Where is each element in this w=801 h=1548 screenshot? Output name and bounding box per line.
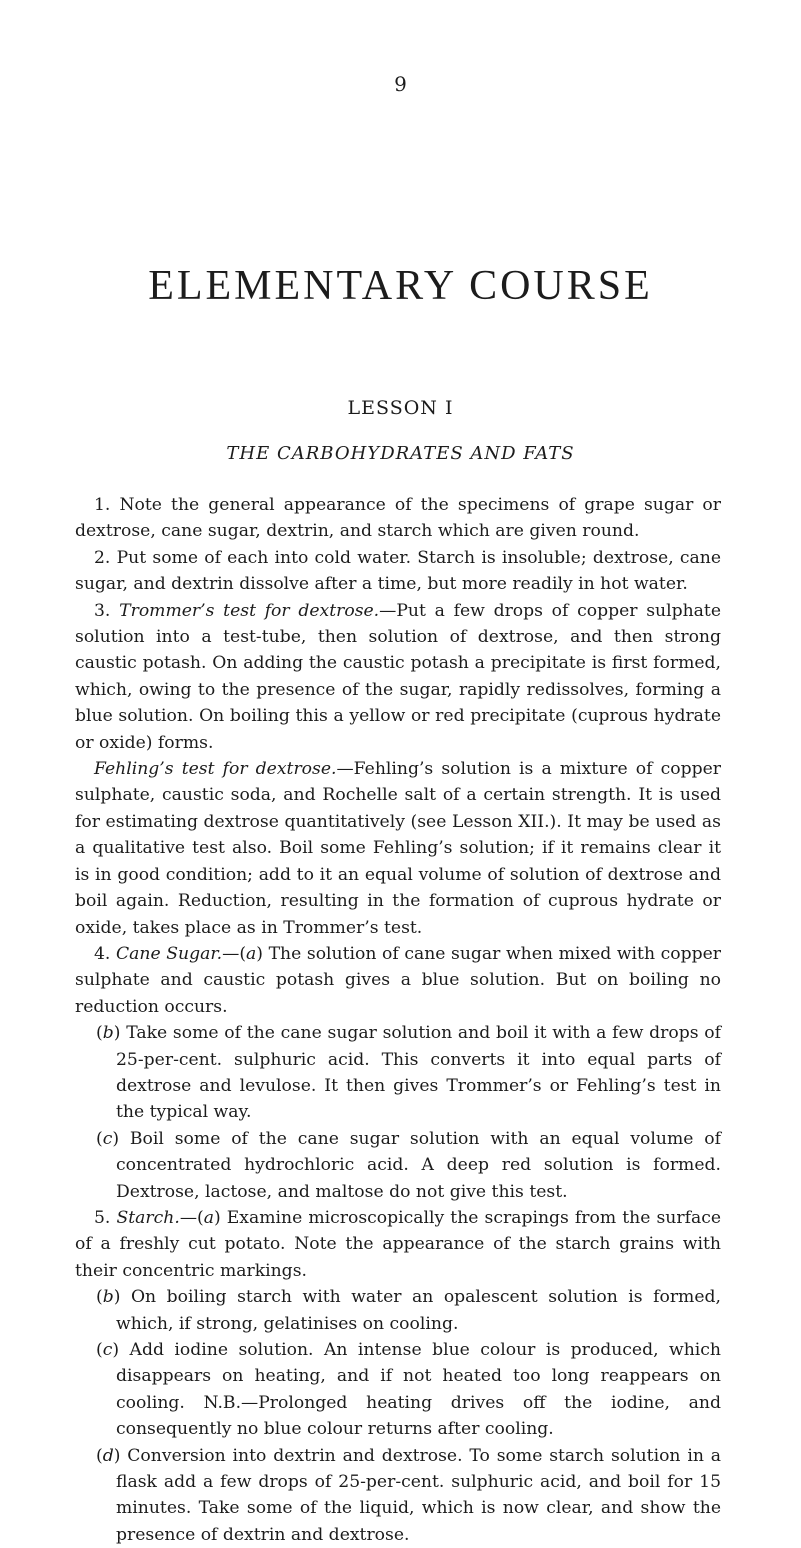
paragraph-2: 2. Put some of each into cold water. Starch is insoluble; dextrose, cane sugar, and dextrin dissolve after a time, but more readily in hot water. [75, 547, 721, 595]
paragraph-6 [75, 1020, 721, 1126]
paren: ( [96, 1023, 103, 1044]
item-number: 5. [94, 1207, 117, 1228]
sub-letter: b [102, 1023, 114, 1044]
paragraph-text: ) Boil some of the cane sugar solution with an equal volume of concentrated hydrochloric acid. A deep red solution is formed. Dextrose, lactose, and maltose do not give this test. [112, 1128, 721, 1202]
paragraph-9 [75, 1284, 721, 1337]
paragraph-8 [75, 1205, 721, 1284]
section-title: Fehling’s test for dextrose. [94, 759, 337, 780]
paragraph-3 [75, 598, 721, 756]
paragraph-text: ) Examine microscopically the scrapings from the surface of a freshly cut potato. Note the appearance of the starch grains with their concentric markings. [75, 1207, 721, 1281]
dash: —( [222, 943, 247, 964]
page-number: 9 [394, 72, 407, 96]
sub-letter: a [246, 943, 257, 964]
sub-letter: c [102, 1340, 113, 1360]
paragraph-text: —Fehling’s solution is a mixture of copper sulphate, caustic soda, and Rochelle salt of a certain strength. It is used for estimating dextrose quantitatively (see Lesson XII.). It may be used as a qualitative test also. Boil some Fehling’s solution; if it remains clear it is in good condition; add to it an equal volume of solution of dextrose and boil again. Reduction, resulting in the formation of cuprous hydrate or oxide, takes place as in Trommer’s test. [75, 759, 721, 938]
paragraph-5 [75, 941, 721, 1020]
paren: ( [96, 1128, 103, 1149]
item-number: 3. [94, 600, 120, 621]
section-title: Cane Sugar. [116, 943, 223, 964]
paren: ( [96, 1445, 103, 1466]
sub-letter: b [102, 1287, 114, 1308]
sub-letter: d [102, 1445, 114, 1466]
paragraph-text: ) Conversion into dextrin and dextrose. To some starch solution in a flask add a few drops of 25-per-cent. sulphuric acid, and boil for 15 minutes. Take some of the liquid, which is now clear, and show the presence of dextrin and dextrose. [113, 1445, 721, 1545]
sub-letter: a [203, 1207, 214, 1228]
section-title: Trommer’s test for dextrose. [119, 600, 380, 621]
paragraph-7 [75, 1126, 721, 1205]
sub-letter: c [102, 1128, 113, 1149]
paragraph-10 [75, 1337, 721, 1443]
lesson-body [75, 492, 721, 1548]
section-title: Starch. [116, 1207, 180, 1228]
item-number: 4. [94, 943, 116, 964]
dash: —( [179, 1207, 204, 1228]
paragraph-text: ) On boiling starch with water an opalescent solution is formed, which, if strong, gelatinises on cooling. [113, 1287, 721, 1334]
paragraph-text: —Put a few drops of copper sulphate solution into a test-tube, then solution of dextrose, and then strong caustic potash. On adding the caustic potash a precipitate is first formed, which, owing to the presence of the sugar, rapidly redissolves, forming a blue solution. On boiling this a yellow or red precipitate (cuprous hydrate or oxide) forms. [75, 600, 721, 753]
paren: ( [96, 1287, 103, 1308]
course-title: ELEMENTARY COURSE [148, 263, 653, 309]
paragraph-text: ) The solution of cane sugar when mixed with copper sulphate and caustic potash gives a blue solution. But on boiling no reduction occurs. [75, 943, 721, 1017]
paragraph-text: ) Take some of the cane sugar solution and boil it with a few drops of 25-per-cent. sulphuric acid. This converts it into equal parts of dextrose and levulose. It then gives Trommer’s or Fehling’s test in the typical way. [113, 1023, 721, 1123]
paragraph-11 [75, 1443, 721, 1548]
lesson-subtitle: THE CARBOHYDRATES AND FATS [226, 443, 575, 464]
paragraph-4 [75, 756, 721, 941]
lesson-heading: LESSON I [347, 397, 454, 419]
paragraph-1: 1. Note the general appearance of the specimens of grape sugar or dextrose, cane sugar, dextrin, and starch which are given round. [75, 495, 721, 542]
paren: ( [96, 1340, 103, 1360]
paragraph-text: ) Add iodine solution. An intense blue colour is produced, which disappears on heating, and if not heated too long reappears on cooling. N.B.—Prolonged heating drives off the iodine, and consequently no blue colour returns after cooling. [112, 1340, 721, 1440]
